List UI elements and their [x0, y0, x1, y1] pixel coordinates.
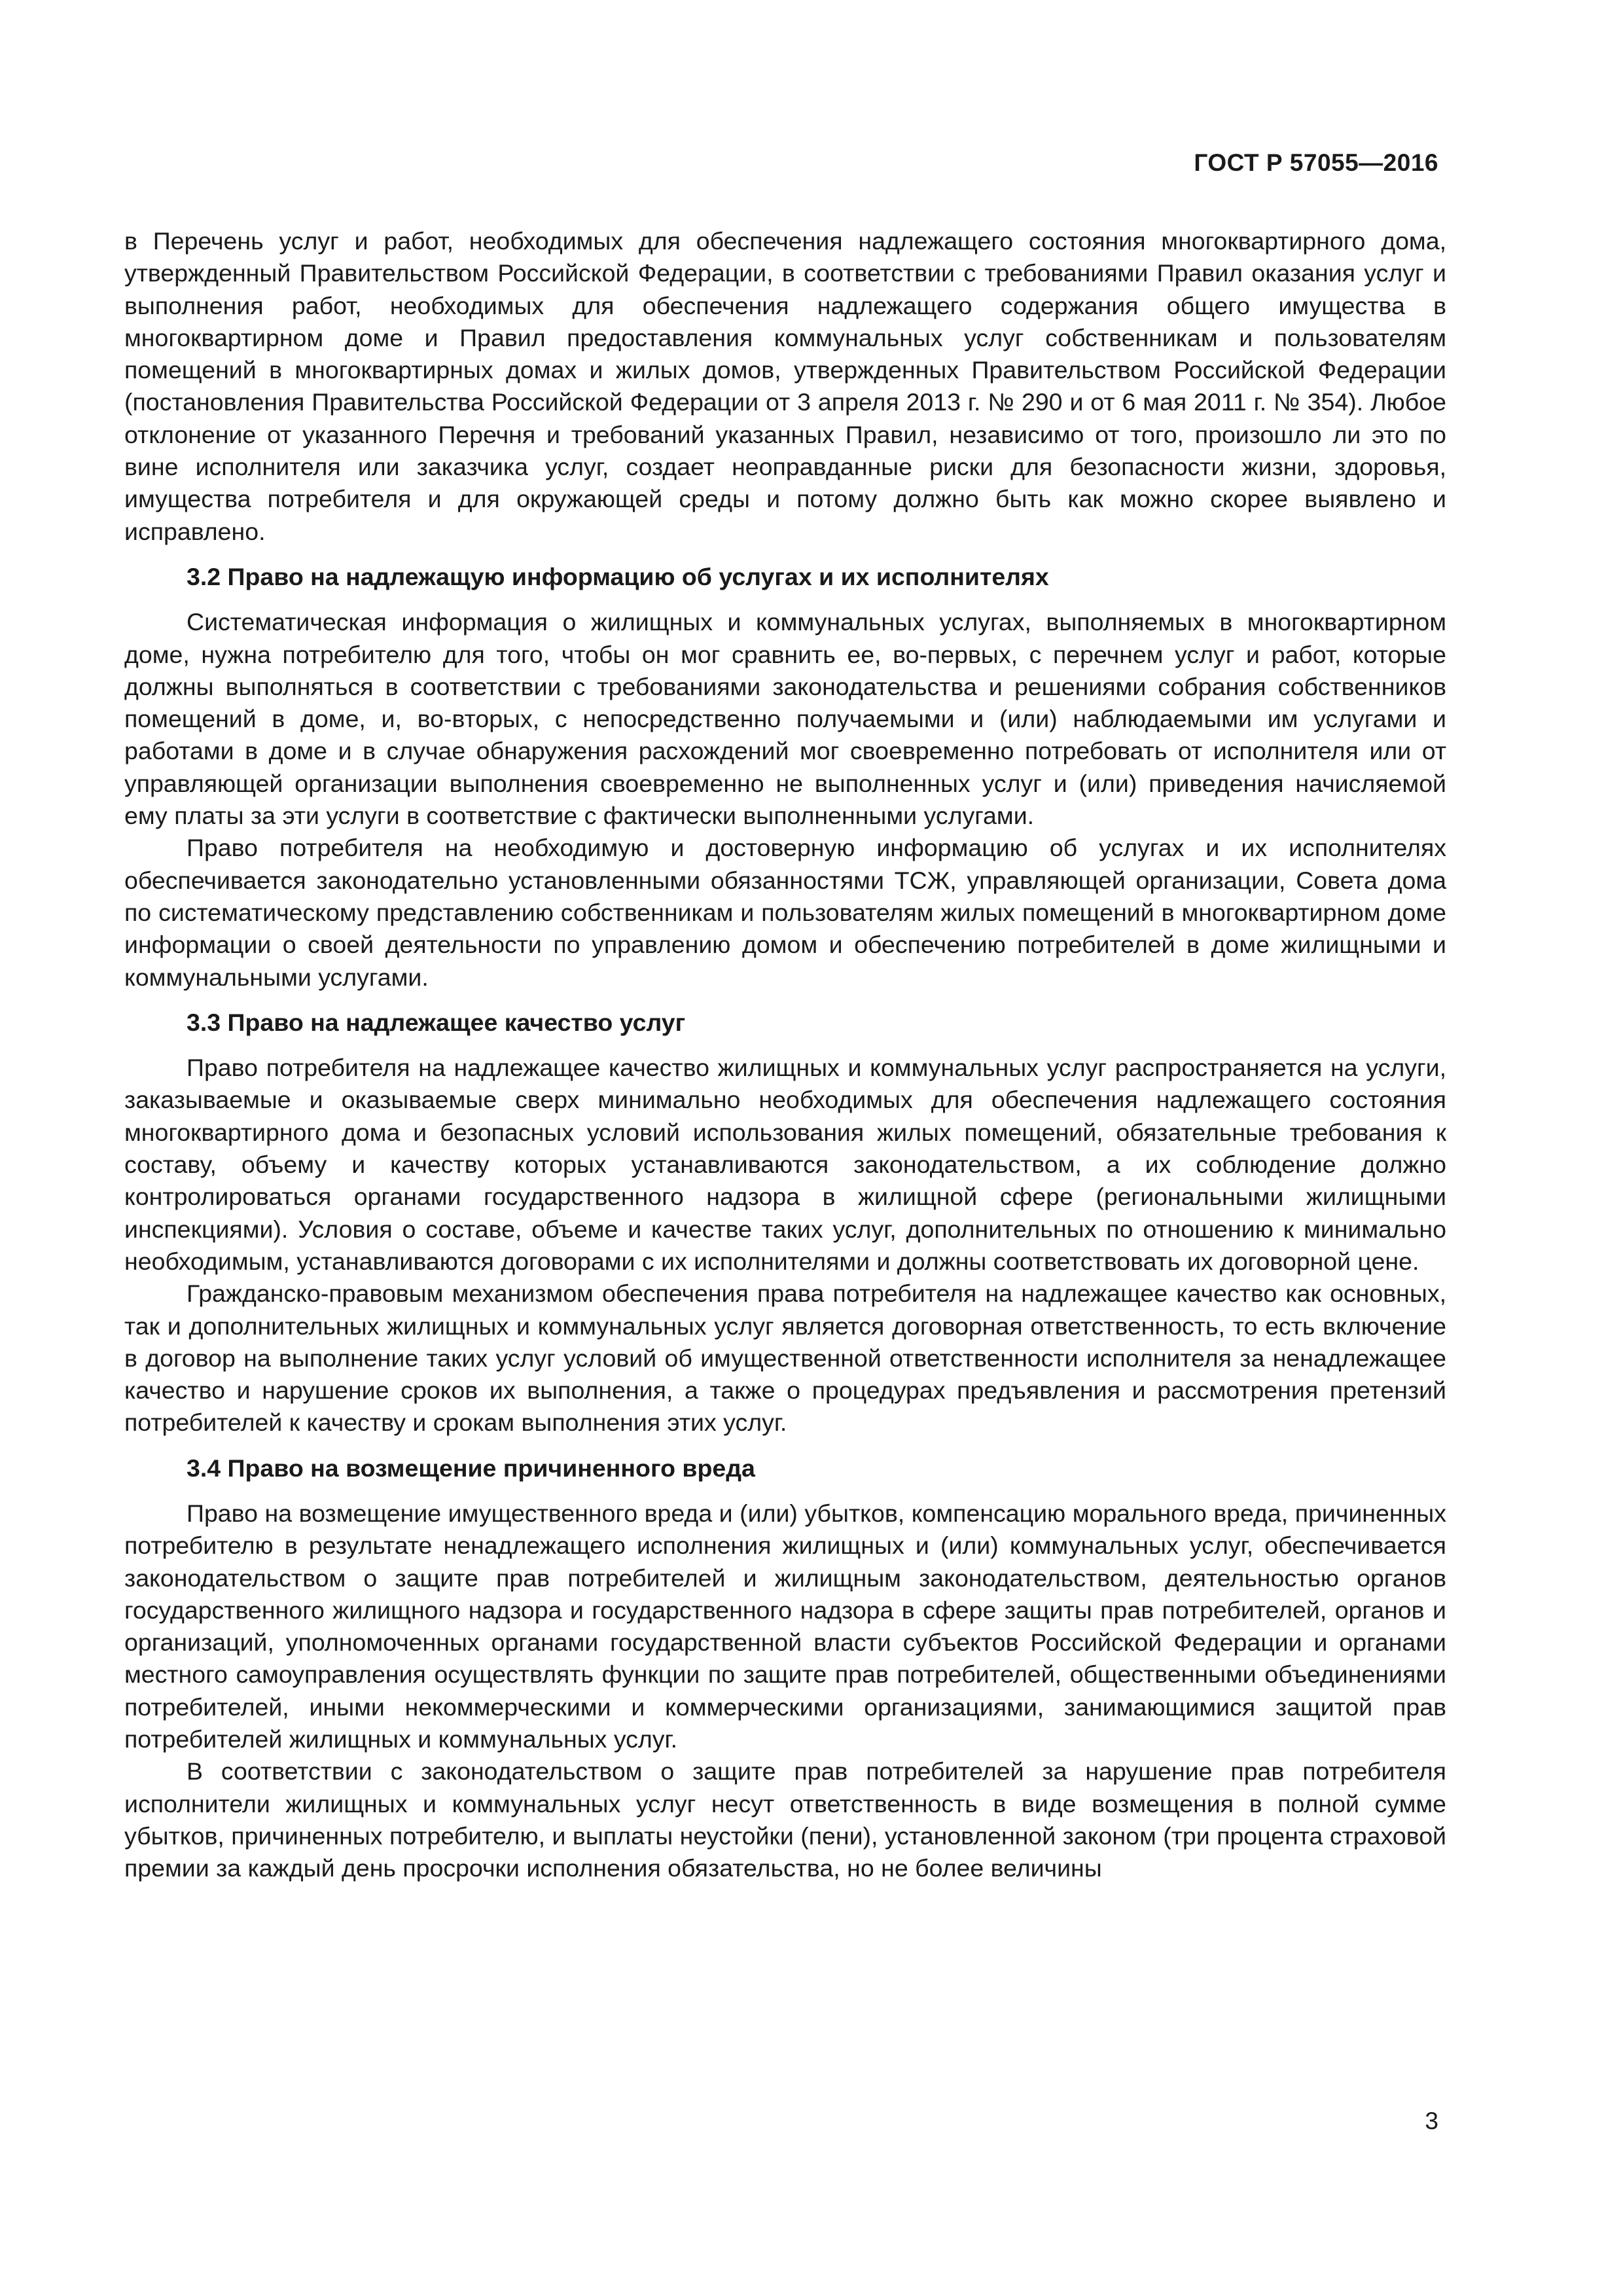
paragraph-3-2-a: Систематическая информация о жилищных и коммунальных услугах, выполняемых в многоквартирном доме, нужна потребителю для того, чтобы он мог сравнить ее, во-первых, с перечнем услуг и работ, которые должны выполняться в соответствии с требованиями законодательства и решениями собрания собственников помещений в доме, и, во-вторых, с непосредственно получаемыми и (или) наблюдаемыми им услугами и работами в доме и в случае обнаружения расхождений мог своевременно потребовать от исполнителя или от управляющей организации выполнения своевременно не выполненных услуг и (или) приведения начисляемой ему платы за эти услуги в соответствие с фактически выполненными услугами.	[124, 608, 1446, 830]
section-heading-3-4: 3.4 Право на возмещение причиненного вреда	[187, 1454, 755, 1482]
section-heading-3-2: 3.2 Право на надлежащую информацию об услугах и их исполнителях	[187, 562, 1049, 590]
section-heading-3-3: 3.3 Право на надлежащее качество услуг	[187, 1008, 686, 1036]
document-body	[124, 225, 1446, 1885]
paragraph-3-3-a: Право потребителя на надлежащее качество жилищных и коммунальных услуг распространяется на услуги, заказываемые и оказываемые сверх минимально необходимых для обеспечения надлежащего состояния многоквартирного дома и безопасных условий использования жилых помещений, обязательные требования к составу, объему и качеству которых устанавливаются законодательством, а их соблюдение должно контролироваться органами государственного надзора в жилищной сфере (региональными жилищными инспекциями). Условия о составе, объеме и качестве таких услуг, дополнительных по отношению к минимально необходимым, устанавливаются договорами с их исполнителями и должны соответствовать их договорной цене.	[124, 1054, 1446, 1275]
paragraph-3-3-b: Гражданско-правовым механизмом обеспечения права потребителя на надлежащее качество как основных, так и дополнительных жилищных и коммунальных услуг является договорная ответственность, то есть включение в договор на выполнение таких услуг условий об имущественной ответственности исполнителя за ненадлежащее качество и нарушение сроков их выполнения, а также о процедурах предъявления и рассмотрения претензий потребителей к качеству и срокам выполнения этих услуг.	[124, 1280, 1446, 1437]
document-code-header: ГОСТ Р 57055—2016	[1194, 149, 1438, 176]
paragraph-continuation: в Перечень услуг и работ, необходимых для обеспечения надлежащего состояния многоквартирного дома, утвержденный Правительством Российской Федерации, в соответствии с требованиями Правил оказания услуг и выполнения работ, необходимых для обеспечения надлежащего содержания общего имущества в многоквартирном доме и Правил предоставления коммунальных услуг собственникам и пользователям помещений в многоквартирных домах и жилых домов, утвержденных Правительством Российской Федерации (постановления Правительства Российской Федерации от 3 апреля 2013 г. № 290 и от 6 мая 2011 г. № 354). Любое отклонение от указанного Перечня и требований указанных Правил, независимо от того, произошло ли это по вине исполнителя или заказчика услуг, создает неоправданные риски для безопасности жизни, здоровья, имущества потребителя и для окружающей среды и потому должно быть как можно скорее выявлено и исправлено.	[124, 227, 1446, 545]
page-number: 3	[1425, 2108, 1438, 2134]
paragraph-3-4-b: В соответствии с законодательством о защите прав потребителей за нарушение прав потребителя исполнители жилищных и коммунальных услуг несут ответственность в виде возмещения в полной сумме убытков, причиненных потребителю, и выплаты неустойки (пени), установленной законом (три процента страховой премии за каждый день просрочки исполнения обязательства, но не более величины	[124, 1757, 1446, 1882]
paragraph-3-2-b: Право потребителя на необходимую и достоверную информацию об услугах и их исполнителях обеспечивается законодательно установленными обязанностями ТСЖ, управляющей организации, Совета дома по систематическому представлению собственникам и пользователям жилых помещений в многоквартирном доме информации о своей деятельности по управлению домом и обеспечению потребителей в доме жилищными и коммунальными услугами.	[124, 834, 1446, 991]
paragraph-3-4-a: Право на возмещение имущественного вреда и (или) убытков, компенсацию морального вреда, причиненных потребителю в результате ненадлежащего исполнения жилищных и (или) коммунальных услуг, обеспечивается законодательством о защите прав потребителей и жилищным законодательством, деятельностью органов государственного жилищного надзора и государственного надзора в сфере защиты прав потребителей, органов и организаций, уполномоченных органами государственной власти субъектов Российской Федерации и органами местного самоуправления осуществлять функции по защите прав потребителей, общественными объединениями потребителей, иными некоммерческими и коммерческими организациями, занимающимися защитой прав потребителей жилищных и коммунальных услуг.	[124, 1499, 1446, 1753]
